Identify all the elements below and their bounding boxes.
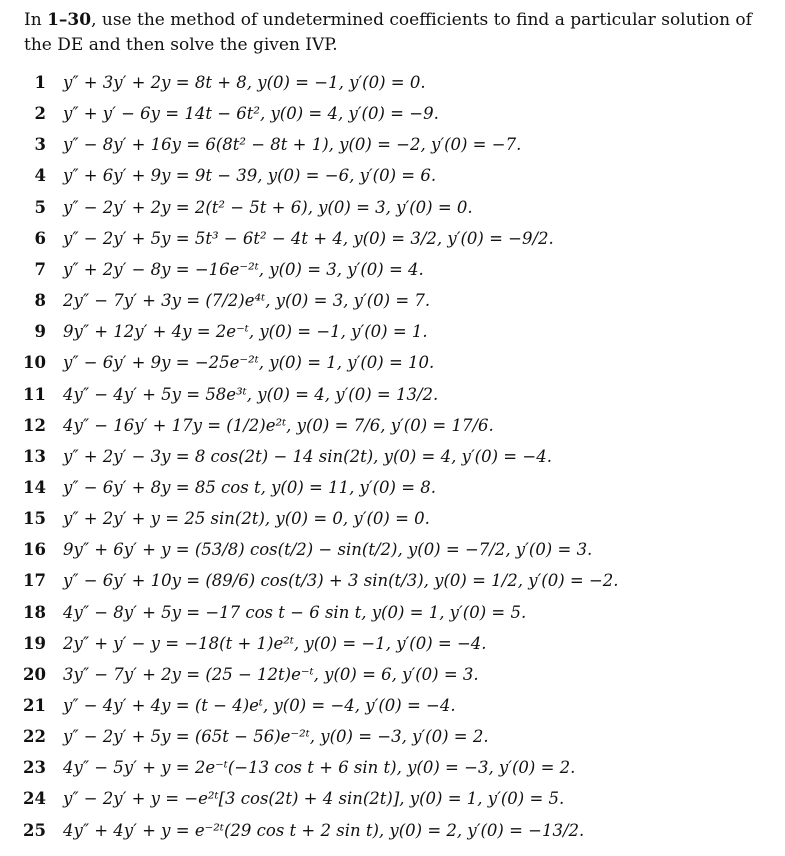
problem-item — [0, 785, 785, 813]
problem-item — [0, 69, 785, 97]
problem-equation: y″ − 6y′ + 8y = 85 cos t, y(0) = 11, y′(0) = 8. — [63, 477, 437, 497]
problem-item — [0, 599, 785, 627]
problem-equation: 3y″ − 7y′ + 2y = (25 − 12t)e⁻ᵗ, y(0) = 6, y′(0) = 3. — [63, 664, 479, 684]
problem-equation: y″ + 2y′ − 8y = −16e⁻²ᵗ, y(0) = 3, y′(0) = 4. — [63, 259, 424, 279]
problem-equation: 4y″ − 5y′ + y = 2e⁻ᵗ(−13 cos t + 6 sin t), y(0) = −3, y′(0) = 2. — [63, 758, 576, 778]
problem-equation: y″ + 6y′ + 9y = 9t − 39, y(0) = −6, y′(0) = 6. — [63, 166, 437, 186]
problem-equation: y″ + 2y′ − 3y = 8 cos(2t) − 14 sin(2t), y(0) = 4, y′(0) = −4. — [63, 446, 552, 466]
problem-number: 19 — [23, 633, 46, 653]
problem-number: 2 — [34, 104, 46, 124]
problem-number: 12 — [23, 415, 46, 435]
problem-number: 23 — [23, 758, 46, 778]
problem-equation: y″ + 3y′ + 2y = 8t + 8, y(0) = −1, y′(0) = 0. — [63, 73, 426, 92]
problem-item — [0, 256, 785, 284]
problem-number: 17 — [23, 571, 46, 591]
problem-equation: y″ + y′ − 6y = 14t − 6t², y(0) = 4, y′(0) = −9. — [63, 104, 439, 124]
problem-number: 7 — [34, 259, 46, 279]
instructions-text: , use the method of undetermined coefficients to find a particular solution of the DE and then solve the given IVP. — [24, 10, 752, 55]
problem-equation: y″ − 6y′ + 9y = −25e⁻²ᵗ, y(0) = 1, y′(0) = 10. — [63, 353, 435, 373]
problem-equation: y″ − 2y′ + 2y = 2(t² − 5t + 6), y(0) = 3, y′(0) = 0. — [63, 197, 473, 217]
problem-number: 15 — [23, 509, 46, 529]
problem-equation: y″ − 2y′ + 5y = 5t³ − 6t² − 4t + 4, y(0) = 3/2, y′(0) = −9/2. — [63, 228, 554, 248]
problem-item — [0, 474, 785, 502]
problem-equation: y″ − 8y′ + 16y = 6(8t² − 8t + 1), y(0) = −2, y′(0) = −7. — [63, 135, 522, 155]
problem-item — [0, 692, 785, 720]
problem-item — [0, 162, 785, 190]
problem-item — [0, 349, 785, 377]
problem-item — [0, 754, 785, 782]
problem-item — [0, 194, 785, 222]
problem-item — [0, 630, 785, 658]
problem-item — [0, 817, 785, 845]
problem-item — [0, 723, 785, 751]
problem-number: 1 — [34, 73, 46, 92]
instructions-prefix: In — [24, 10, 48, 30]
instructions-paragraph — [24, 8, 774, 58]
problem-number: 21 — [23, 696, 46, 715]
problem-item — [0, 381, 785, 409]
problem-item — [0, 536, 785, 564]
problem-equation: 9y″ + 6y′ + y = (53/8) cos(t/2) − sin(t/2), y(0) = −7/2, y′(0) = 3. — [63, 540, 593, 560]
problem-equation: y″ + 2y′ + y = 25 sin(2t), y(0) = 0, y′(0) = 0. — [63, 509, 430, 529]
problem-equation: y″ − 6y′ + 10y = (89/6) cos(t/3) + 3 sin(t/3), y(0) = 1/2, y′(0) = −2. — [63, 571, 619, 591]
problem-item — [0, 567, 785, 595]
problem-equation: 4y″ − 8y′ + 5y = −17 cos t − 6 sin t, y(0) = 1, y′(0) = 5. — [63, 602, 527, 622]
problem-item — [0, 225, 785, 253]
problem-number: 4 — [34, 166, 46, 186]
problem-number: 5 — [34, 197, 46, 217]
problem-item — [0, 100, 785, 128]
problem-number: 8 — [34, 291, 46, 311]
problem-item — [0, 131, 785, 159]
problem-equation: 2y″ − 7y′ + 3y = (7/2)e⁴ᵗ, y(0) = 3, y′(0) = 7. — [63, 291, 431, 311]
problem-equation: 4y″ − 16y′ + 17y = (1/2)e²ᵗ, y(0) = 7/6, y′(0) = 17/6. — [63, 415, 494, 435]
problem-number: 24 — [23, 789, 46, 809]
problem-number: 25 — [23, 820, 46, 840]
problem-number: 6 — [34, 228, 46, 248]
problem-number: 11 — [23, 384, 46, 404]
problem-item — [0, 287, 785, 315]
problem-range: 1–30 — [47, 10, 92, 30]
problem-item — [0, 505, 785, 533]
problem-item — [0, 318, 785, 346]
problem-number: 13 — [23, 446, 46, 466]
problem-number: 16 — [23, 540, 46, 560]
problem-number: 18 — [23, 602, 46, 622]
problem-number: 3 — [34, 135, 46, 155]
problem-item — [0, 412, 785, 440]
problem-equation: 4y″ + 4y′ + y = e⁻²ᵗ(29 cos t + 2 sin t), y(0) = 2, y′(0) = −13/2. — [63, 820, 585, 840]
problem-equation: y″ − 2y′ + y = −e²ᵗ[3 cos(2t) + 4 sin(2t)], y(0) = 1, y′(0) = 5. — [63, 789, 565, 809]
problem-number: 9 — [34, 322, 46, 342]
problem-number: 10 — [23, 353, 46, 373]
problem-item — [0, 661, 785, 689]
problem-equation: 2y″ + y′ − y = −18(t + 1)e²ᵗ, y(0) = −1, y′(0) = −4. — [63, 633, 487, 653]
problem-number: 20 — [23, 664, 46, 684]
problem-item — [0, 443, 785, 471]
problem-equation: 9y″ + 12y′ + 4y = 2e⁻ᵗ, y(0) = −1, y′(0) = 1. — [63, 322, 428, 342]
problem-equation: y″ − 2y′ + 5y = (65t − 56)e⁻²ᵗ, y(0) = −3, y′(0) = 2. — [63, 727, 489, 747]
problem-equation: y″ − 4y′ + 4y = (t − 4)eᵗ, y(0) = −4, y′(0) = −4. — [63, 696, 456, 715]
problem-number: 14 — [23, 477, 46, 497]
problem-number: 22 — [23, 727, 46, 747]
problem-equation: 4y″ − 4y′ + 5y = 58e³ᵗ, y(0) = 4, y′(0) = 13/2. — [63, 384, 439, 404]
